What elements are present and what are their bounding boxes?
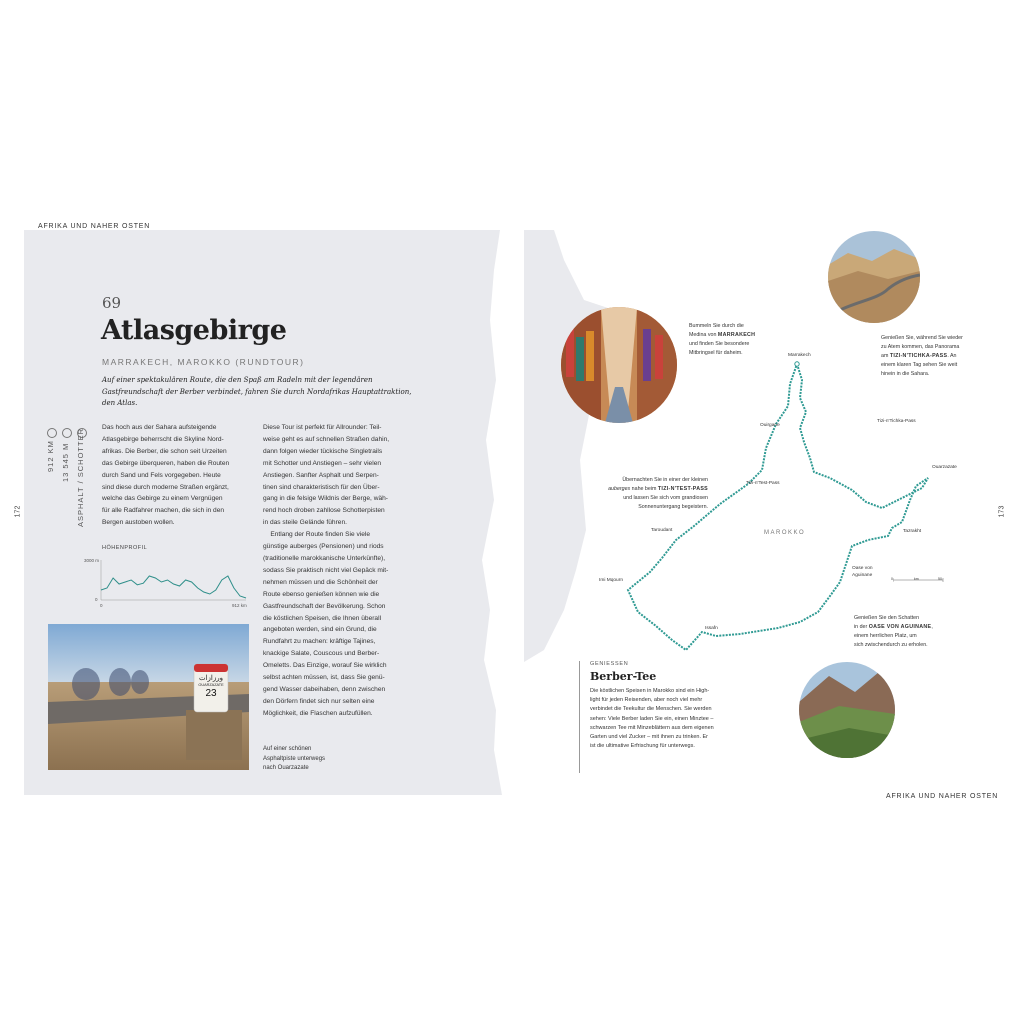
body-col2-line: in das steile Gelände führen. [263,519,347,527]
body-col2-line: sodass Sie praktisch nicht viel Gepäck mit- [263,566,389,574]
body-col1-line: welche das Gebirge zu einem Vergnügen [102,495,223,503]
tea-line: ist die ultimative Erfrischung für unterwegs. [590,743,695,750]
body-col1-line: Bergen austoben wollen. [102,519,175,527]
body-col2-line: Entlang der Route finden Sie viele [263,531,371,539]
map-label-tazrakht: Tazrakht [903,529,922,534]
body-col2-line: angeboten werden, sind ein Grund, die [263,626,377,634]
body-col1-line: sind diese durch moderne Straßen ergänzt, [102,483,229,491]
stat-elevation: 13 545 M [61,442,70,482]
note-marrakech: Bummeln Sie durch die Medina von MARRAKECH und finden Sie besondere Mitbringsel für daheim. [689,323,756,356]
photo-caption [263,745,363,774]
body-col2-line: dann folgen wieder tückische Singletrails [263,447,383,455]
caption-line: Asphaltpiste unterwegs [263,755,326,762]
tea-line: verbindet die Teekultur die Menschen. Sie werden [590,706,712,713]
stat-distance: 912 KM [46,440,55,472]
section-label-right: AFRIKA UND NAHER OSTEN [886,793,999,800]
tea-line: Die köstlichen Speisen in Marokko sind ein High- [590,688,710,694]
body-col2-line: knackige Salate, Couscous und Berber- [263,650,380,658]
body-col2-line: Möglichkeit, die Flaschen aufzufüllen. [263,709,373,717]
body-col2-line: Rundfahrt zu machen: kräftige Tajines, [263,638,376,646]
road-sign-arabic: ورزازات [198,675,223,682]
tea-sidebar [579,661,755,773]
scale-zero: 0 [891,577,893,581]
map-country-label: MAROKKO [764,530,806,536]
tea-line: light für jeden Reisenden, aber noch viel mehr [590,697,703,704]
page-title: Atlasgebirge [101,315,287,346]
body-col2-line: Diese Tour ist perfekt für Allrounder: Teil- [263,424,382,431]
body-col1-line: Atlasgebirge beherrscht die Skyline Nord- [102,435,224,443]
body-col1-line: Das hoch aus der Sahara aufsteigende [102,424,217,431]
stat-surface: ASPHALT / SCHOTTER [76,428,85,527]
page-number-right: 173 [998,505,1006,518]
caption-line: Auf einer schönen [263,746,312,752]
map-label-oase-2: Aguinane [852,573,873,578]
body-col2-line: rend hoch droben zahllose Schotterpisten [263,507,385,515]
body-col2-line: mit Schotter und Anstiegen – sehr vielen [263,459,382,467]
tea-text [590,687,755,751]
body-column-1 [102,422,252,529]
body-col2-line: Anstiegen. Sanfter Asphalt und Serpen- [263,471,379,479]
section-label-left: AFRIKA UND NAHER OSTEN [38,223,151,230]
tichka-pass-photo [828,231,920,323]
map-label-tichka: Tizi-n'Tichka-Pass [877,419,916,424]
body-col1-line: das Gebirge überqueren, haben die Routen [102,459,230,467]
oasis-photo [799,662,895,758]
body-col2-line: nehmen müssen und die Schönheit der [263,578,378,586]
profile-y-bottom: 0 [95,597,98,602]
tea-line: Garten und viel Zucker – mit ihnen zu trinken. Er [590,734,708,741]
body-col2-line: gend Wasser dabeihaben, denn zwischen [263,685,386,693]
body-col1-line: durch Sand und Fels vorgegeben. Heute [102,471,221,479]
profile-x-left: 0 [100,603,103,608]
body-col2-line: gang in die felsige Wildnis der Berge, wäh- [263,495,388,503]
profile-x-right: 912 km [232,603,247,608]
profile-line [101,576,246,598]
page-number-left: 172 [14,505,22,518]
caption-line: nach Ouarzazate [263,765,309,771]
tea-kicker: GENIESSEN [590,661,629,667]
elevation-profile-label: HÖHENPROFIL [102,545,148,551]
start-marker [795,362,799,366]
body-col2-line: Omeletts. Das Einzige, worauf Sie wirklich [263,662,387,670]
note-tichka: Genießen Sie, während Sie wieder zu Atem kommen, das Panorama am TIZI-N'TICHKA-PASS. An einem klaren Tag sehen Sie weit hinein in die Sahara. [881,335,963,377]
tea-line: sehen: Viele Berber laden Sie ein, einen Minztee – [590,715,714,722]
body-col2-line: Route ebenso genießen können wie die [263,590,380,598]
distance-icon [47,428,57,438]
body-col1-line: für alle Radfahrer machen, die sich in den [102,507,225,515]
body-col2-line: den Dörfern findet sich nur selten eine [263,697,375,705]
tea-title: Berber-Tee [590,670,657,683]
elevation-icon [62,428,72,438]
map-label-imi-mqourn: Imi Mqourn [599,578,623,583]
profile-y-top: 3000 m [84,558,100,563]
intro-text: Auf einer spektakulären Route, die den Spaß am Radeln mit der legendären Gastfreundschaft der Berber verbindet, fahren Sie durch Nordafrikas Hauptattraktion, den Atlas. [102,376,412,407]
map-label-marrakech: Marrakech [788,353,811,358]
body-col2-line: (traditionelle marokkanische Unterkünfte), [263,554,386,562]
road-sign-name: OUARZAZATE [198,683,224,687]
body-col2-line: weise geht es auf schnellen Straßen dahin, [263,435,390,443]
route-stats [44,422,92,532]
route-number: 69 [102,294,122,312]
body-col1-line: afrikas. Die Berber, die schon seit Urzeiten [102,447,227,455]
body-col2-line: günstige auberges (Pensionen) und riods [263,543,384,551]
medina-photo [561,307,677,423]
elevation-profile-chart [84,554,254,610]
note-tizi-test: Übernachten Sie in einer der kleinen auberges nahe beim TIZI-N'TEST-PASS und lassen Sie sich vom grandiosen Sonnenuntergang begeistern. [608,477,708,510]
map-label-oase-1: Oase von [852,566,873,571]
body-col2-line: selbst achten müssen, ist, dass Sie genü- [263,674,385,682]
cyclists-photo [48,624,249,770]
route-subtitle: MARRAKECH, MAROKKO (RUNDTOUR) [102,357,305,367]
road-sign-km: 23 [205,688,217,699]
map-label-taroudant: Taroudant [651,528,673,533]
map-label-ouirgane: Ouirgane [760,423,780,428]
body-col2-line: Gastfreundschaft der Bevölkerung. Schon [263,602,386,610]
body-col2-line: die köstlichen Speisen, die Ihnen überall [263,614,382,622]
tea-line: schwarzen Tee mit Minzeblättern aus dem eigenen [590,724,714,731]
scale-fifty: 50 [938,577,942,581]
body-column-2 [263,422,423,720]
body-col2-line: tinen sind charakteristisch für den Über- [263,483,380,491]
map-label-issafn: Issafn [705,626,718,631]
note-oasis: Genießen Sie den Schatten in der OASE VON AGUINANE, einem herrlichen Platz, um sich zwischendurch zu erholen. [854,615,933,648]
map-label-ouarzazate: Ouarzazate [932,465,957,470]
map-label-tizi-test: Tizi-n'Test-Pass [746,481,780,486]
scale-unit: km [914,577,919,581]
